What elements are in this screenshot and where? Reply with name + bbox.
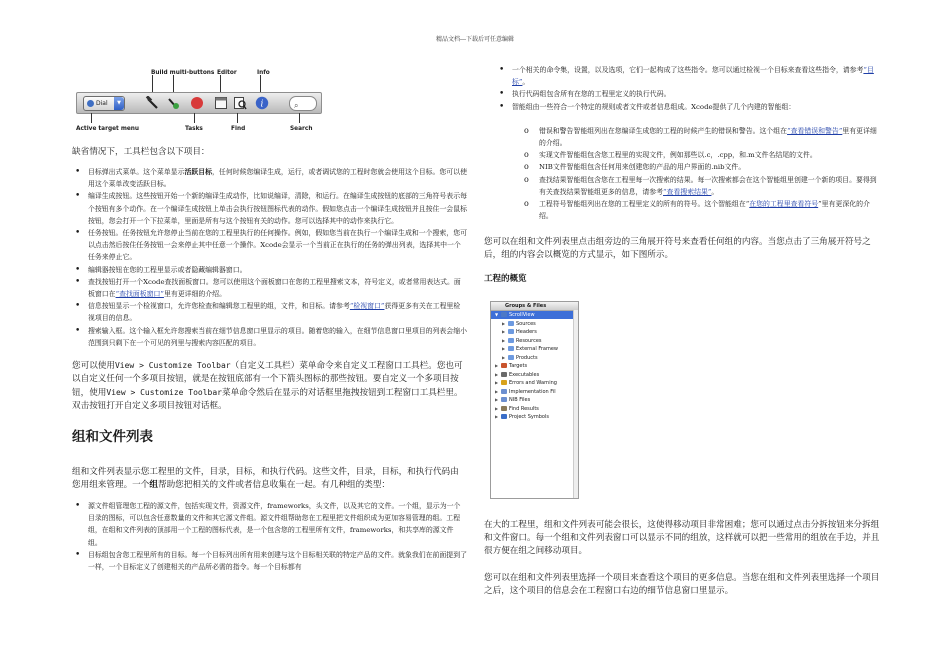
- disclosure-closed-icon[interactable]: ▶: [495, 388, 499, 394]
- toolbar-items-list: [72, 166, 467, 349]
- label-find: Find: [231, 126, 246, 132]
- tree-item[interactable]: [491, 413, 549, 421]
- popup-arrow-icon: ▼: [114, 97, 124, 110]
- tree-item-label: NIB Files: [509, 397, 531, 403]
- toolbar: [76, 92, 322, 114]
- left-column: [72, 64, 467, 573]
- folder-icon: [508, 338, 514, 343]
- scrollbar[interactable]: [573, 310, 578, 499]
- list-item: • 执行代码组包含所有在您的工程里定义的执行代码。: [484, 88, 880, 100]
- section-heading-overview: 工程的概览: [484, 274, 527, 285]
- disclosure-closed-icon[interactable]: ▶: [495, 363, 499, 368]
- section-heading-groups-files: 组和文件列表: [72, 429, 153, 446]
- tree-header: [491, 302, 546, 310]
- stop-icon[interactable]: [190, 96, 204, 110]
- list-item: o NIB文件智能组包含任何用来创建您的产品的用户界面的.nib文件。: [524, 161, 880, 173]
- list-item: • 信息按钮显示一个检视窗口，允许您检查和编辑您工程里的组，文件，和目标。请参考“检视窗口”获得更多有关在工程里检视项目的信息。: [72, 300, 467, 324]
- folder-icon: [508, 329, 514, 334]
- find-icon[interactable]: [233, 96, 247, 110]
- tree-item[interactable]: [491, 337, 542, 345]
- folder-icon: [501, 380, 507, 385]
- folder-icon: [501, 389, 507, 394]
- folder-icon: [501, 406, 507, 411]
- magnifier-icon: ⌕: [294, 101, 299, 110]
- hammer-icon[interactable]: [145, 96, 159, 110]
- large-project-paragraph: 在大的工程里，组和文件列表可能会很长，这使得移动项目非常困难；您可以通过点击分拆按钮来分拆组和文件窗口。每一个组和文件列表窗口可以显示不同的组放，这样就可以把一些常用的组放在手边，并且很方便在组之间移动项目。: [484, 520, 880, 556]
- tree-item-label: Executables: [509, 371, 540, 378]
- smart-groups-list: [524, 125, 880, 223]
- toolbar-intro: 缺省情况下，工具栏包含以下项目：: [72, 147, 210, 157]
- list-item: • 搜索输入框。这个输入框允许您搜索当前在细节信息窗口里显示的项目。随着您的输入，在细节信息窗口里项目的列表会缩小范围到只剩下在一个可见的列里与搜索内容匹配的项目。: [72, 325, 467, 349]
- list-item: • 编辑器按钮在您的工程里显示或者隐藏编辑器窗口。: [72, 264, 467, 276]
- tree-item[interactable]: [491, 379, 557, 387]
- list-item: • 智能组由一些符合一个特定的规则或者文件或者信息组成。Xcode提供了几个内建的智能组：: [484, 101, 880, 113]
- list-item: • 源文件组管理您工程的源文件，包括实现文件，资源文件，frameworks，头文件，以及其它的文件。一个组，显示为一个目录的图标，可以包含任意数量的文件和其它源文件组。源文件组帮助您在工程里把文件组织成为更加容易管理的组。工程组，在组和文件列表的顶部用一个工程的图标代表，是一个包含您的工程里所有文件，frameworks，和共享库的源文件组。: [72, 500, 467, 549]
- tree-item-label: External Framew: [516, 346, 559, 352]
- link-targets[interactable]: “目标”: [512, 66, 874, 87]
- customize-paragraph: 您可以使用View > Customize Toolbar（自定义工具栏）菜单命令来自定义工程窗口工具栏。您也可以自定义任何一个多项目按钮，就是在按钮底部有一个下箭头图标的那些按钮。要自定义一个多项目按钮，使用View > Customize Toolbar菜单命令然后在显示的对话框里拖拽按钮到工程窗口工具栏里。双击按钮打开自定义多项目按钮对话框。: [72, 361, 463, 412]
- tree-item-label: Products: [516, 354, 538, 361]
- label-build-multi-buttons: Build multi-buttons: [151, 70, 215, 76]
- label-active-target-menu: Active target menu: [76, 126, 140, 132]
- tree-item[interactable]: [491, 345, 558, 353]
- label-search: Search: [290, 126, 313, 132]
- disclosure-closed-icon[interactable]: ▶: [495, 397, 499, 402]
- target-icon: [87, 100, 94, 107]
- svg-text:i: i: [260, 99, 264, 110]
- tree-item-label: Resources: [516, 337, 542, 344]
- tree-item[interactable]: [491, 371, 539, 379]
- list-item: o 实现文件智能组包含您工程里的实现文件，例如那些以.c，.cpp，和.m文件名结尾的文件。: [524, 149, 880, 161]
- tree-item-label: Implementation Fil: [509, 388, 556, 395]
- label-info: Info: [257, 70, 270, 76]
- tree-item-label: Targets: [509, 363, 528, 369]
- folder-icon: [508, 321, 514, 326]
- tree-item-label: Find Results: [509, 405, 539, 412]
- disclosure-open-icon[interactable]: ▼: [495, 312, 499, 317]
- disclosure-closed-icon[interactable]: ▶: [495, 380, 499, 385]
- link-inspector-window[interactable]: “检视窗口”: [349, 302, 385, 311]
- disclosure-closed-icon[interactable]: ▶: [495, 405, 499, 411]
- tree-item-label: ScrollView: [509, 312, 535, 318]
- disclosure-closed-icon[interactable]: ▶: [502, 337, 506, 343]
- label-editor: Editor: [217, 70, 237, 76]
- group-types-list: [72, 500, 467, 573]
- tree-item[interactable]: [491, 388, 556, 396]
- page-header: 精品文档---下载后可任意编辑: [435, 36, 515, 43]
- right-column: [484, 64, 880, 286]
- tree-item[interactable]: [491, 362, 527, 370]
- list-item: o 查找结果智能组包含您在工程里每一次搜索的结果。每一次搜索都会在这个智能组里创建一个新的项目。要得到有关查找结果智能组更多的信息，请参考“查看搜索结果”。: [524, 174, 880, 198]
- link-errors-warnings[interactable]: “查看错误和警告”: [787, 126, 843, 135]
- tree-item-label: Headers: [516, 329, 537, 335]
- groups-paragraph: 组和文件列表显示您工程里的文件，目录，目标，和执行代码。这些文件，目录，目标，和执行代码由您用组来管理。一个组帮助您把相关的文件或者信息收集在一起。有几种组的类型：: [72, 467, 459, 491]
- toolbar-figure: [72, 64, 467, 136]
- disclosure-closed-icon[interactable]: ▶: [502, 354, 506, 360]
- label-tasks: Tasks: [185, 126, 203, 132]
- list-item: o 错误和警告智能组列出在您编译生成您的工程的时候产生的错误和警告。这个组在“查看错误和警告”里有更详细的介绍。: [524, 125, 880, 149]
- info-icon[interactable]: [255, 96, 269, 110]
- expand-paragraph: 您可以在组和文件列表里点击组旁边的三角展开符号来查看任何组的内容。当您点击了三角展开符号之后，组的内容会以概览的方式显示，如下图所示。: [484, 237, 871, 261]
- folder-icon: [501, 397, 507, 402]
- disclosure-closed-icon[interactable]: ▶: [495, 371, 499, 377]
- editor-icon[interactable]: [214, 96, 228, 110]
- link-find-panel[interactable]: “查找面板窗口”: [115, 290, 164, 299]
- tree-item[interactable]: [491, 396, 530, 404]
- tree-item-label: Groups & Files: [505, 303, 547, 309]
- tree-item[interactable]: [491, 320, 536, 328]
- build-go-icon[interactable]: [166, 96, 180, 110]
- list-item: • 目标组包含您工程里所有的目标。每一个目标列出所有用来创建与这个目标相关联的特定产品的文件。就象我们在前面提到了一样，一个目标定义了创建相关的产品所必需的指令。每一个目标都有: [72, 549, 467, 573]
- tree-item-label: Errors and Warning: [509, 380, 557, 386]
- list-item: • 目标弹出式菜单。这个菜单显示活跃目标，任何时候您编译生成，运行，或者调试您的工程时您就会使用这个目标。您可以使用这个菜单改变活跃目标。: [72, 166, 467, 190]
- folder-icon: [501, 312, 507, 317]
- tree-item[interactable]: [491, 405, 539, 413]
- tree-item[interactable]: [491, 354, 538, 362]
- group-types-list-cont: [484, 64, 880, 113]
- disclosure-closed-icon[interactable]: ▶: [502, 346, 506, 351]
- list-item: • 一个相关的命令集，设置，以及选项，它们一起构成了这些指令。您可以通过检视一个目标来查看这些指令，请参考“目标”。: [484, 64, 880, 88]
- link-project-symbols[interactable]: 在您的工程里查看符号: [749, 200, 819, 209]
- tree-item-label: Project Symbols: [509, 414, 549, 420]
- disclosure-closed-icon[interactable]: ▶: [502, 329, 506, 334]
- folder-icon: [501, 414, 507, 419]
- list-item: o 工程符号智能组列出在您的工程里定义的所有的符号。这个智能组在“在您的工程里查看符号”里有更深化的介绍。: [524, 198, 880, 222]
- folder-icon: [501, 363, 507, 368]
- right-column-lower: [484, 519, 880, 598]
- folder-icon: [501, 372, 507, 377]
- disclosure-closed-icon[interactable]: ▶: [495, 414, 499, 419]
- link-search-results[interactable]: “查看搜索结果”: [663, 187, 712, 196]
- list-item: • 任务按钮。任务按钮允许您停止当前在您的工程里执行的任何操作。例如，假如您当前在执行一个编译生成和一个搜索，您可以点击然后按住任务按钮一会来停止其中任意一个操作。Xcode会显示一个当前正在执行的任务的弹出列表，选择其中一个任务来停止它。: [72, 227, 467, 264]
- tree-item-label: Sources: [516, 320, 536, 327]
- folder-icon: [508, 346, 514, 351]
- search-input[interactable]: [289, 96, 317, 111]
- tree-item[interactable]: [491, 328, 537, 336]
- list-item: • 编译生成按钮。这些按钮开始一个新的编译生成动作，比如说编译，清除，和运行。在编译生成按钮的底部的三角符号表示每个按钮有多个动作。在一个编译生成按钮上单击会执行按钮图标代表的动作。假如您点击一个编译生成按钮并且按住一会鼠标按钮，您会打开一个下拉菜单，里面是所有与这个按钮有关的动作。您可以选择其中的动作来执行它。: [72, 190, 467, 227]
- active-target-menu[interactable]: [83, 96, 125, 111]
- active-target-label: Dial: [96, 100, 108, 107]
- disclosure-closed-icon[interactable]: ▶: [502, 320, 506, 326]
- tree-item[interactable]: [491, 311, 578, 319]
- folder-icon: [508, 355, 514, 360]
- groups-files-figure: [490, 301, 579, 499]
- list-item: • 查找按钮打开一个Xcode查找面板窗口。您可以使用这个面板窗口在您的工程里搜索文本，符号定义，或者常用表达式。面板窗口在“查找面板窗口”里有更详细的介绍。: [72, 276, 467, 300]
- select-item-paragraph: 您可以在组和文件列表里选择一个项目来查看这个项目的更多信息。当您在组和文件列表里选择一个项目之后，这个项目的信息会在工程窗口右边的细节信息窗口里显示。: [484, 573, 880, 596]
